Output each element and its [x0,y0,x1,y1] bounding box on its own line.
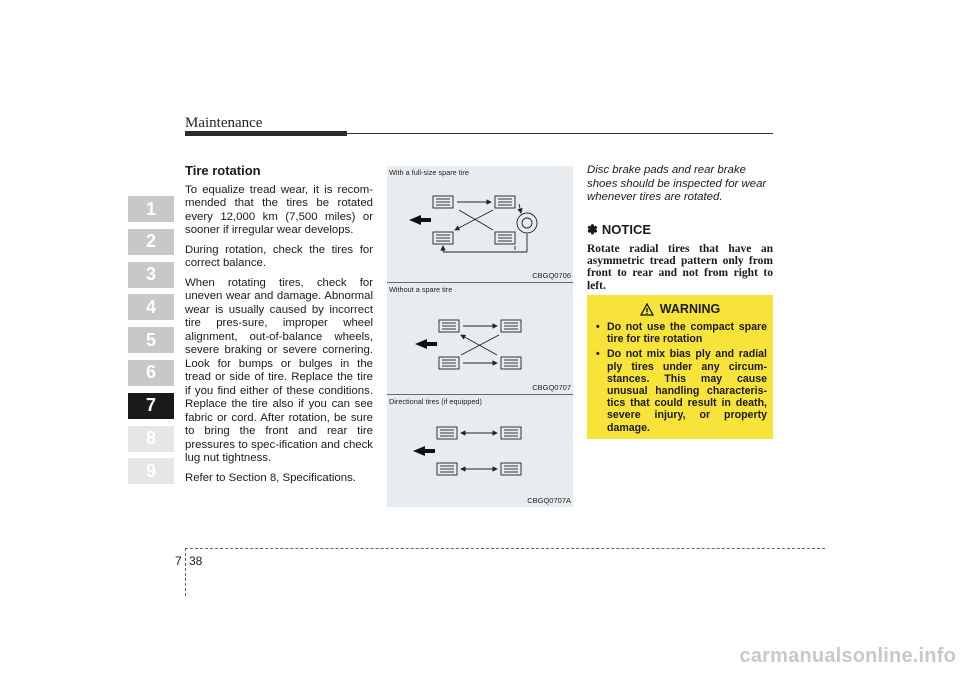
watermark: carmanualsonline.info [739,645,956,667]
figure-code: CBGQ0707 [532,383,571,392]
chapter-tab-7[interactable]: 7 [128,393,174,419]
chapter-tab-3[interactable]: 3 [128,262,174,288]
tire-rotation-paragraph: During rotation, check the tires for correct balance. [185,243,373,269]
figure-code: CBGQ0707A [527,496,571,505]
rotation-diagram-directional [387,395,573,507]
figure-title: With a full-size spare tire [389,168,469,177]
section-title: Maintenance [185,115,263,131]
right-column [587,164,773,292]
notice-heading [587,222,773,238]
figure-title: Directional tires (if equipped) [389,397,482,406]
chapter-tab-8[interactable]: 8 [128,426,174,452]
notice-heading-text: NOTICE [601,222,652,237]
warning-list [595,321,767,437]
rotation-diagram-no-spare [387,283,573,394]
chapter-tabs [128,196,174,491]
figure-title: Without a spare tire [389,285,453,294]
chapter-tab-9[interactable]: 9 [128,458,174,484]
footer-rule [185,548,825,549]
chapter-tab-1[interactable]: 1 [128,196,174,222]
figure-without-spare [387,283,573,395]
header-accent-bar [185,131,347,136]
footer-vertical-rule [185,548,186,596]
brake-inspection-note: Disc brake pads and rear brake shoes should be inspected for wear whenever tires are rotated. [587,164,767,203]
warning-item: • Do not mix bias ply and radial ply tires under any circum-stances. This may cause unusual handling characteris-tics that could result in death, severe injury, or property damage. [595,348,767,433]
figure-code: CBGQ0706 [532,271,571,280]
tire-rotation-paragraph: When rotating tires, check for uneven wear and damage. Abnormal wear is usually caused by incorrect tire pres-sure, improper wheel alignment, out-of-balance wheels, severe braking or severe cornering. Look for bumps or bulges in the tread or side of tire. Replace the tire if you find either of these conditions. Replace the tire also if you can see fabric or cord. After rotation, be sure to bring the front and rear tire pressures to spec-ification and check lug nut tightness. [185,276,373,464]
warning-heading [587,302,773,316]
footer-chapter-number: 7 [175,554,182,568]
warning-triangle-icon [640,303,654,316]
tire-rotation-paragraph: To equalize tread wear, it is recom-mended that the tires be rotated every 12,000 km (7,500 miles) or sooner if irregular wear develops. [185,183,373,236]
warning-item: • Do not use the compact spare tire for tire rotation [595,321,767,345]
warning-heading-text: WARNING [659,302,721,316]
chapter-tab-5[interactable]: 5 [128,327,174,353]
tire-rotation-heading: Tire rotation [185,163,261,178]
figure-directional-tires [387,395,573,507]
rotation-diagram-full-spare [387,166,573,282]
chapter-tab-2[interactable]: 2 [128,229,174,255]
tire-rotation-paragraph: Refer to Section 8, Specifications. [185,471,356,484]
footer-page-number: 38 [189,554,203,568]
chapter-tab-6[interactable]: 6 [128,360,174,386]
chapter-tab-4[interactable]: 4 [128,294,174,320]
warning-box [587,295,773,439]
notice-star-icon: ✽ [587,221,598,237]
tire-rotation-section [185,164,373,491]
notice-body: Rotate radial tires that have an asymmetric tread pattern only from front to rear and not from right to left. [587,242,773,292]
figure-full-size-spare [387,166,573,283]
